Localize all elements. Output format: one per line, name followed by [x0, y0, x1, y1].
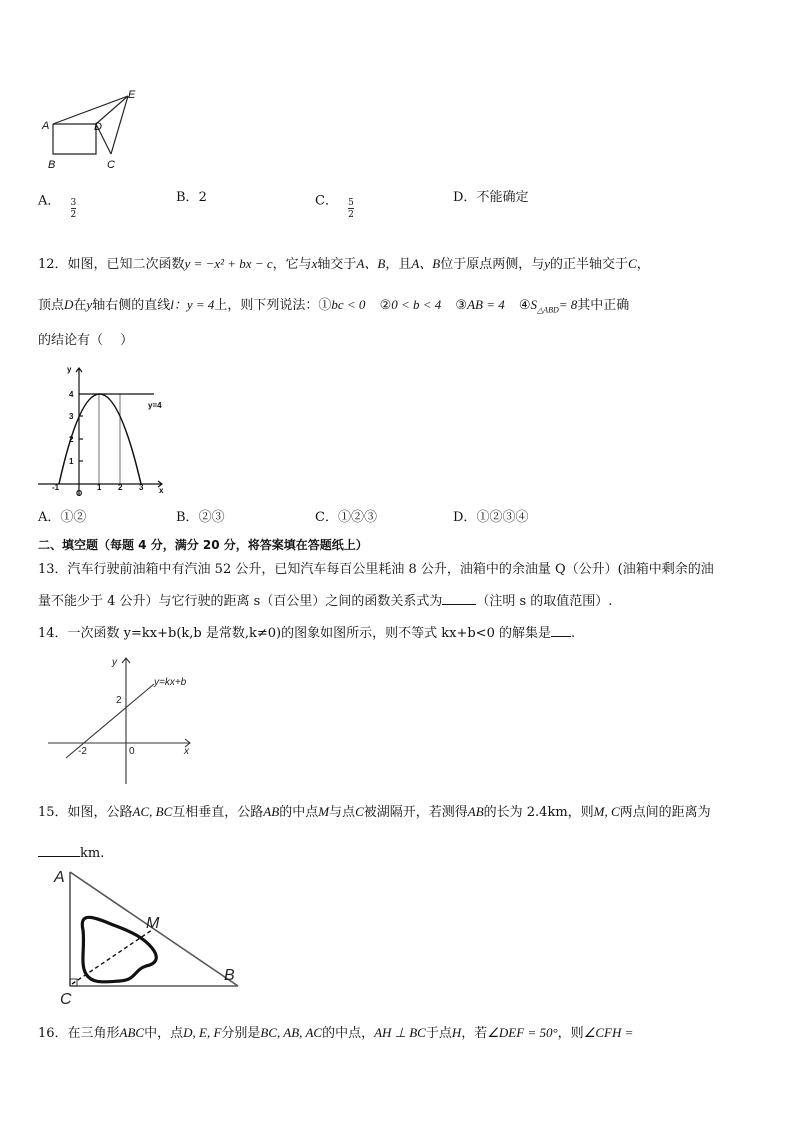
q12-option-c	[315, 510, 377, 526]
q14-text: 14．一次函数 y=kx+b(k,b 是常数,k≠0)的图象如图所示，则不等式 kx+b<0 的解集是	[38, 626, 551, 641]
q11-option-a-label: A．	[38, 193, 61, 209]
q11-a-numerator: 3	[70, 198, 77, 208]
q11-option-b-label: B．	[176, 190, 199, 205]
q12-tick-label-x2: 2	[118, 483, 123, 492]
q13-text: （注明 s 的取值范围）.	[476, 594, 613, 609]
q12-text: 的正半轴交于	[550, 257, 629, 272]
q12-statement-4: S	[530, 297, 538, 312]
q11-option-a	[38, 190, 77, 220]
q12-option-a	[38, 510, 86, 526]
fig11-label-E: E	[128, 89, 136, 101]
q15-text: km.	[80, 846, 105, 861]
q12-tick-label-1: 1	[69, 457, 74, 466]
q12-text: 位于原点两侧，与	[440, 257, 545, 272]
q16-text: 的中点，	[322, 1026, 375, 1041]
q15-road-ab: AB	[263, 804, 280, 819]
q12-text: 轴交于	[317, 257, 357, 272]
q12-line1	[38, 256, 650, 273]
q11-option-b	[176, 190, 207, 206]
q15-label-M: M	[146, 915, 160, 932]
q12-option-b-label: B．	[176, 510, 199, 525]
q13-line2	[38, 592, 612, 610]
q12-point-d: D	[64, 297, 74, 312]
q16-angle-cfh: ∠CFH =	[583, 1025, 634, 1040]
q12-text: 顶点	[38, 298, 65, 313]
q12-text: ③	[455, 298, 468, 313]
q16-text: 于点	[425, 1026, 452, 1041]
q14-graph	[44, 650, 204, 790]
q12-tick-label-4: 4	[69, 390, 74, 399]
q15-label-B: B	[224, 967, 235, 984]
q12-function: y = −x² + bx − c	[184, 256, 273, 271]
q12-statement-4-sub: △ABD	[537, 305, 559, 315]
q15-line1	[38, 804, 711, 821]
q12-tick-label-m1: -1	[52, 483, 60, 492]
q11-option-d	[453, 190, 528, 206]
q12-tick-label-2: 2	[69, 435, 74, 444]
q16-text: ，若	[461, 1026, 488, 1041]
q15-road-ab: AB	[467, 804, 484, 819]
q11-option-c	[315, 190, 354, 220]
q15-point-c: C	[355, 804, 364, 819]
q14-tick-label-2: 2	[116, 695, 122, 706]
section-heading: 二、填空题（每题 4 分，满分 20 分，将答案填在答题纸上）	[38, 538, 368, 552]
fig11-line-DE	[96, 96, 128, 124]
q12-statement-2: 0 < b < 4	[391, 297, 442, 312]
q14-y-label: y	[112, 657, 117, 668]
q14-tick-label-m2: -2	[78, 746, 87, 757]
q12-points-ab: A、B	[356, 256, 386, 271]
fig11-label-C: C	[107, 159, 115, 171]
q12-text: ④	[518, 298, 531, 313]
q12-text: 的结论有（ ）	[38, 333, 134, 348]
q13-line1: 13．汽车行驶前油箱中有汽油 52 公升，已知汽车每百公里耗油 8 公升，油箱中的余油量 Q（公升）(油箱中剩余的油	[38, 562, 714, 577]
q16-point-h: H	[451, 1025, 462, 1040]
q12-option-b-value: ②③	[198, 510, 225, 525]
q14-line	[38, 624, 575, 642]
q12-option-d	[453, 510, 528, 526]
fig11-label-B: B	[48, 159, 56, 171]
q11-option-b-value: 2	[198, 190, 207, 205]
q14-text: .	[570, 626, 576, 641]
fig11-line-AE	[53, 96, 128, 124]
q15-points-mc: M, C	[593, 804, 620, 819]
q11-option-c-label: C．	[315, 193, 338, 209]
q15-label-A: A	[54, 869, 65, 886]
q13-answer-blank[interactable]	[442, 592, 476, 605]
q12-text: ②	[379, 298, 392, 313]
q15-label-C: C	[60, 991, 72, 1008]
q12-option-b	[176, 510, 225, 526]
q12-line3	[38, 333, 133, 349]
q16-triangle: ABC	[119, 1025, 145, 1040]
q14-origin: 0	[129, 746, 135, 757]
q13-text: 量不能少于 4 公升）与它行驶的距离 s（百公里）之间的函数关系式为	[38, 594, 443, 609]
q12-text: ，它与	[272, 257, 312, 272]
q11-option-d-label: D．	[453, 190, 477, 205]
q11-option-d-value: 不能确定	[476, 190, 529, 205]
q15-figure	[50, 866, 246, 1010]
q16-angle-def: ∠DEF = 50°	[487, 1025, 558, 1040]
q16-text: 中，点	[144, 1026, 184, 1041]
q15-line2	[38, 844, 104, 862]
q12-option-c-label: C．	[315, 510, 338, 525]
q14-answer-blank[interactable]	[551, 624, 571, 637]
q12-text: 12．如图，已知二次函数	[38, 257, 185, 272]
q12-option-c-value: ①②③	[337, 510, 377, 525]
q16-text: 16．在三角形	[38, 1026, 120, 1041]
q12-var-x: x	[311, 256, 318, 271]
q16-sides: BC, AB, AC	[260, 1025, 323, 1040]
fig11-rectangle	[53, 124, 96, 154]
q16-text: 分别是	[221, 1026, 261, 1041]
fig11-label-D: D	[94, 121, 102, 133]
q12-text: 上，则下列说法：①	[214, 298, 332, 313]
q12-y-label: y	[67, 365, 72, 374]
q12-tick-label-3: 3	[69, 412, 74, 421]
q15-text: 互相垂直，公路	[172, 805, 264, 820]
q15-text: 15．如图，公路	[38, 805, 133, 820]
q11-a-denominator: 2	[70, 210, 77, 220]
q12-tick-label-x1: 1	[97, 483, 102, 492]
q12-x-label: x	[159, 486, 164, 495]
q12-option-a-label: A．	[38, 510, 61, 525]
q12-line2	[38, 297, 629, 319]
q12-text: 其中正确	[577, 298, 630, 313]
q15-text: 与点	[329, 805, 356, 820]
fig11-line-CE	[111, 96, 128, 154]
q16-points: D, E, F	[183, 1025, 222, 1040]
q12-graph	[36, 362, 176, 500]
q15-text: 两点间的距离为	[619, 805, 711, 820]
q14-x-label: x	[184, 746, 189, 757]
q11-figure	[36, 86, 146, 176]
q15-roads: AC, BC	[132, 804, 173, 819]
q12-origin: O	[76, 489, 83, 498]
q11-c-denominator: 2	[348, 210, 354, 220]
q16-text: ，则	[557, 1026, 584, 1041]
q12-option-a-value: ①②	[60, 510, 87, 525]
q11-option-a-fraction	[71, 198, 77, 220]
q12-line-l: l：y = 4	[170, 297, 215, 312]
q12-line-label: y=4	[148, 401, 162, 410]
q15-text: 被湖隔开，若测得	[363, 805, 468, 820]
q11-option-c-fraction	[348, 198, 354, 220]
q12-text: ，且	[385, 257, 412, 272]
q16-perpendicular: AH ⊥ BC	[374, 1025, 426, 1040]
q12-text: ，	[636, 257, 650, 272]
fig11-label-A: A	[42, 120, 50, 132]
q12-var-y: y	[86, 297, 93, 312]
q15-answer-blank[interactable]	[38, 844, 80, 857]
q14-line-label: y=kx+b	[154, 677, 187, 688]
q12-text: 轴右侧的直线	[92, 298, 171, 313]
q12-option-d-label: D．	[453, 510, 477, 525]
q12-text: 在	[73, 298, 87, 313]
q15-point-m: M	[318, 804, 330, 819]
q15-text: 的中点	[279, 805, 319, 820]
q12-option-d-value: ①②③④	[476, 510, 529, 525]
q12-point-c: C	[628, 256, 637, 271]
q12-statement-3: AB = 4	[467, 297, 505, 312]
q15-text: 的长为 2.4km，则	[483, 805, 594, 820]
q16-line	[38, 1025, 633, 1042]
q12-tick-label-x3: 3	[139, 483, 144, 492]
q12-points-ab: A、B	[411, 256, 441, 271]
q11-c-numerator: 5	[348, 198, 354, 208]
q12-statement-1: bc < 0	[331, 297, 366, 312]
q12-statement-4-post: = 8	[558, 297, 578, 312]
q12-var-y: y	[544, 256, 551, 271]
